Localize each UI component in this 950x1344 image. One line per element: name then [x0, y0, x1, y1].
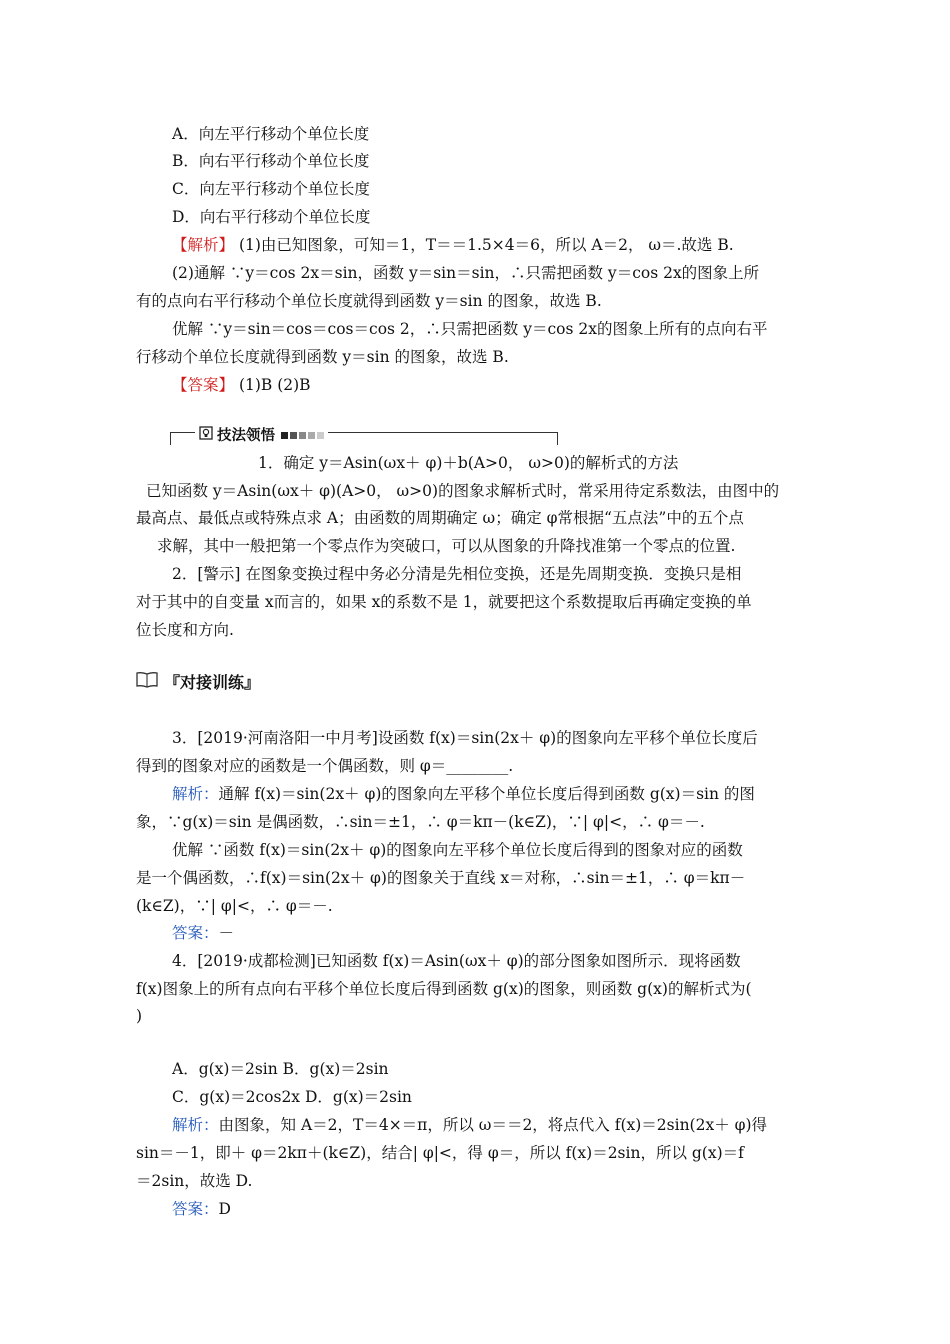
line-label: 【解析】 — [172, 236, 235, 254]
line-text: A．向左平行移动个单位长度 — [172, 125, 370, 143]
tips-heading — [195, 424, 328, 445]
line-text: 位长度和方向. — [136, 621, 234, 639]
line-text: 4．[2019·成都检测]已知函数 f(x)＝Asin(ωx＋ φ)的部分图象如图所示．现将函数 — [172, 952, 741, 970]
line-label: 答案： — [172, 1200, 219, 1218]
text-line-optC1 — [172, 179, 370, 199]
line-label: 解析： — [172, 785, 219, 803]
heading-squares — [279, 427, 324, 443]
text-line-sol1 — [172, 235, 734, 255]
text-line-ans1 — [172, 375, 311, 395]
text-line-q4a — [172, 951, 741, 971]
text-line-q4ans — [172, 1199, 231, 1219]
text-line-sol2 — [172, 263, 759, 283]
line-text: － — [218, 924, 235, 942]
line-text: A．g(x)＝2sin B．g(x)＝2sin — [172, 1060, 389, 1078]
line-text: (1)由已知图象，可知＝1，T＝＝1.5×4＝6，所以 A＝2， ω＝.故选 B. — [234, 236, 734, 254]
book-icon — [135, 671, 159, 693]
text-line-optB1 — [172, 151, 369, 171]
text-line-tip4 — [157, 536, 735, 556]
text-line-q4s1 — [172, 1115, 767, 1135]
line-text: 得到的图象对应的函数是一个偶函数，则 φ＝________. — [136, 757, 514, 775]
line-text: f(x)图象上的所有点向右平移个单位长度后得到函数 g(x)的图象，则函数 g(x)的解析式为( — [136, 980, 752, 998]
line-label: 答案： — [172, 924, 219, 942]
text-line-optD1 — [172, 207, 370, 227]
line-text: (2)通解 ∵y＝cos 2x＝sin，函数 y＝sin＝sin，∴只需把函数 y＝cos 2x的图象上所 — [172, 264, 760, 282]
lightbulb-icon — [199, 426, 213, 444]
text-line-q4c — [136, 1006, 142, 1026]
text-line-optA1 — [172, 124, 369, 144]
line-text: 有的点向右平行移动个单位长度就得到函数 y＝sin 的图象，故选 B. — [136, 292, 602, 310]
text-line-q3s5 — [136, 896, 333, 916]
line-text: (1)B (2)B — [234, 376, 311, 394]
line-text: ) — [136, 1007, 143, 1025]
line-text: 象，∵g(x)＝sin 是偶函数，∴sin＝±1，∴ φ＝kπ－(k∈Z)，∵| φ|<，∴ φ＝－. — [136, 813, 705, 831]
line-text: 通解 f(x)＝sin(2x＋ φ)的图象向左平移个单位长度后得到函数 g(x)＝sin 的图 — [218, 785, 755, 803]
text-line-tip3 — [136, 508, 744, 528]
text-line-q4s2 — [136, 1143, 744, 1163]
line-text: 行移动个单位长度就得到函数 y＝sin 的图象，故选 B. — [136, 348, 509, 366]
text-line-tip6 — [136, 592, 752, 612]
line-text: 求解，其中一般把第一个零点作为突破口，可以从图象的升降找准第一个零点的位置. — [157, 537, 736, 555]
text-line-q4b — [136, 979, 752, 999]
text-line-q3s4 — [136, 868, 745, 888]
text-line-tip2 — [146, 481, 779, 501]
line-text: 是一个偶函数，∴f(x)＝sin(2x＋ φ)的图象关于直线 x＝对称，∴sin＝±1，∴ φ＝kπ－ — [136, 869, 746, 887]
text-line-sol4 — [172, 319, 767, 339]
text-line-q4C — [172, 1087, 412, 1107]
text-line-tip5 — [172, 564, 741, 584]
line-text: 已知函数 y＝Asin(ωx＋ φ)(A>0， ω>0)的图象求解析式时，常采用待定系数法，由图中的 — [146, 482, 780, 500]
line-text: ＝2sin，故选 D. — [136, 1172, 253, 1190]
line-text: sin＝－1，即＋ φ＝2kπ＋(k∈Z)，结合| φ|<，得 φ＝，所以 f(x)＝2sin，所以 g(x)＝f — [136, 1144, 744, 1162]
text-line-q3ans — [172, 923, 234, 943]
line-text: (k∈Z)，∵| φ|<，∴ φ＝－. — [136, 897, 333, 915]
line-text: 优解 ∵函数 f(x)＝sin(2x＋ φ)的图象向左平移个单位长度后得到的图象对应的函数 — [172, 841, 743, 859]
text-line-q3s2 — [136, 812, 705, 832]
text-line-q4A — [172, 1059, 389, 1079]
line-text: C．g(x)＝2cos2x D．g(x)＝2sin — [172, 1088, 412, 1106]
line-text: 优解 ∵y＝sin＝cos＝cos＝cos 2，∴只需把函数 y＝cos 2x的图象上所有的点向右平 — [172, 320, 768, 338]
text-line-q4s3 — [136, 1171, 253, 1191]
line-text: B．向右平行移动个单位长度 — [172, 152, 370, 170]
line-text: 由图象，知 A＝2，T＝4×＝π，所以 ω＝＝2，将点代入 f(x)＝2sin(2x＋ φ)得 — [218, 1116, 768, 1134]
line-text: 2．[警示] 在图象变换过程中务必分清是先相位变换，还是先周期变换．变换只是相 — [172, 565, 742, 583]
text-line-tip7 — [136, 620, 234, 640]
line-label: 【答案】 — [172, 376, 235, 394]
line-text: D — [218, 1200, 231, 1218]
line-text: 3．[2019·河南洛阳一中月考]设函数 f(x)＝sin(2x＋ φ)的图象向左平移个单位长度后 — [172, 729, 758, 747]
text-line-q3s3 — [172, 840, 743, 860]
line-text: 最高点、最低点或特殊点求 A；由函数的周期确定 ω；确定 φ常根据“五点法”中的五个点 — [136, 509, 744, 527]
line-text: C．向左平行移动个单位长度 — [172, 180, 370, 198]
text-line-q3b — [136, 756, 513, 776]
tips-heading-text: 技法领悟 — [217, 428, 275, 444]
line-text: 1．确定 y＝Asin(ωx＋ φ)＋b(A>0， ω>0)的解析式的方法 — [258, 454, 679, 472]
line-text: 对于其中的自变量 x而言的，如果 x的系数不是 1，就要把这个系数提取后再确定变换的单 — [136, 593, 752, 611]
section-heading: 『对接训练』 — [164, 673, 261, 692]
text-line-sol5 — [136, 347, 509, 367]
text-line-tip1 — [258, 453, 678, 473]
line-text: D．向右平行移动个单位长度 — [172, 208, 371, 226]
text-line-sol3 — [136, 291, 602, 311]
line-label: 解析： — [172, 1116, 219, 1134]
text-line-q3s1 — [172, 784, 755, 804]
text-line-q3a — [172, 728, 758, 748]
